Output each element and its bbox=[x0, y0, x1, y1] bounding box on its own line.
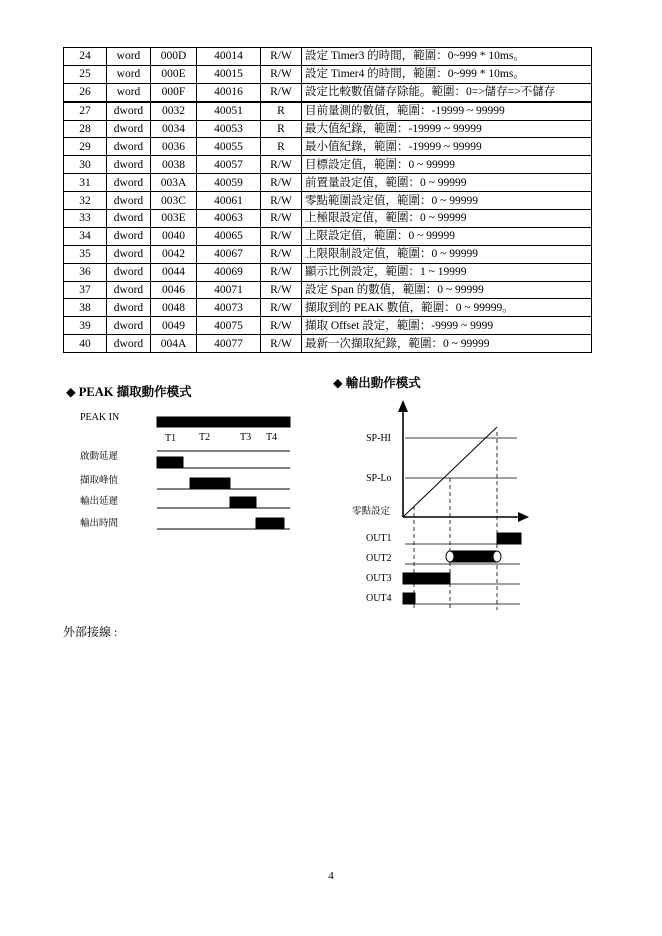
cell-desc: 目前量測的數值，範圍：-19999 ~ 99999 bbox=[302, 102, 592, 120]
output-delay-block bbox=[230, 497, 256, 508]
cell-desc: 前置量設定值，範圍：0 ~ 99999 bbox=[302, 174, 592, 192]
cell-addr: 40015 bbox=[197, 65, 261, 83]
cell-rw: R/W bbox=[261, 263, 302, 281]
cell-hex: 0044 bbox=[151, 263, 197, 281]
out3-label: OUT3 bbox=[366, 573, 392, 584]
cell-no: 36 bbox=[64, 263, 107, 281]
cell-hex: 0046 bbox=[151, 281, 197, 299]
cell-addr: 40055 bbox=[197, 138, 261, 156]
peak-in-label: PEAK IN bbox=[80, 412, 120, 423]
timer-label-t4: T4 bbox=[266, 432, 278, 443]
cell-no: 26 bbox=[64, 83, 107, 101]
peak-capture-block bbox=[190, 478, 230, 489]
cell-type: dword bbox=[107, 192, 151, 210]
timer-label-t3: T3 bbox=[240, 432, 252, 443]
cell-type: dword bbox=[107, 317, 151, 335]
cell-rw: R bbox=[261, 138, 302, 156]
cell-hex: 0040 bbox=[151, 227, 197, 245]
out3-block bbox=[403, 573, 450, 584]
ramp-line bbox=[403, 427, 497, 517]
cell-desc: 零點範圍設定值，範圍：0 ~ 99999 bbox=[302, 192, 592, 210]
cell-type: dword bbox=[107, 263, 151, 281]
cell-rw: R bbox=[261, 102, 302, 120]
cell-desc: 設定 Timer3 的時間，範圍：0~999 * 10ms。 bbox=[302, 48, 592, 66]
cell-hex: 000F bbox=[151, 83, 197, 101]
timer-label-t2: T2 bbox=[199, 432, 211, 443]
peak-in-pulse bbox=[157, 417, 290, 427]
cell-hex: 004A bbox=[151, 335, 197, 353]
cell-rw: R/W bbox=[261, 156, 302, 174]
peak-timing-diagram bbox=[157, 417, 290, 529]
out1-block bbox=[497, 533, 521, 544]
cell-type: dword bbox=[107, 138, 151, 156]
cell-rw: R/W bbox=[261, 174, 302, 192]
cell-desc: 擷取到的 PEAK 數值，範圍：0 ~ 99999。 bbox=[302, 299, 592, 317]
zero-setting-label: 零點設定 bbox=[352, 507, 391, 517]
output-section-title: ◆ 輸出動作模式 bbox=[333, 376, 421, 390]
cell-rw: R/W bbox=[261, 317, 302, 335]
cell-type: dword bbox=[107, 227, 151, 245]
cell-desc: 目標設定值，範圍：0 ~ 99999 bbox=[302, 156, 592, 174]
cell-no: 37 bbox=[64, 281, 107, 299]
cell-addr: 40065 bbox=[197, 227, 261, 245]
cell-addr: 40061 bbox=[197, 192, 261, 210]
cell-hex: 0032 bbox=[151, 102, 197, 120]
cell-desc: 最小值紀錄，範圍：-19999 ~ 99999 bbox=[302, 138, 592, 156]
cell-type: word bbox=[107, 48, 151, 66]
cell-no: 27 bbox=[64, 102, 107, 120]
cell-desc: 擷取 Offset 設定，範圍：-9999 ~ 9999 bbox=[302, 317, 592, 335]
cell-type: dword bbox=[107, 102, 151, 120]
output-time-block bbox=[256, 518, 284, 529]
cell-rw: R/W bbox=[261, 48, 302, 66]
cell-rw: R/W bbox=[261, 281, 302, 299]
cell-desc: 設定 Span 的數值，範圍：0 ~ 99999 bbox=[302, 281, 592, 299]
y-axis-arrow bbox=[398, 400, 408, 412]
out2-end-marker bbox=[493, 551, 501, 562]
out1-label: OUT1 bbox=[366, 533, 392, 544]
cell-no: 34 bbox=[64, 227, 107, 245]
cell-hex: 0048 bbox=[151, 299, 197, 317]
output-action-diagram bbox=[398, 400, 529, 610]
cell-desc: 上限設定值，範圍：0 ~ 99999 bbox=[302, 227, 592, 245]
cell-no: 38 bbox=[64, 299, 107, 317]
cell-rw: R bbox=[261, 120, 302, 138]
cell-addr: 40067 bbox=[197, 245, 261, 263]
out4-block bbox=[403, 593, 415, 604]
cell-type: word bbox=[107, 65, 151, 83]
cell-hex: 0034 bbox=[151, 120, 197, 138]
cell-hex: 0036 bbox=[151, 138, 197, 156]
cell-hex: 0049 bbox=[151, 317, 197, 335]
cell-addr: 40053 bbox=[197, 120, 261, 138]
cell-desc: 最新一次擷取紀錄，範圍：0 ~ 99999 bbox=[302, 335, 592, 353]
cell-addr: 40051 bbox=[197, 102, 261, 120]
cell-hex: 003E bbox=[151, 210, 197, 228]
wiring-label: 外部接線 : bbox=[63, 625, 118, 639]
cell-addr: 40016 bbox=[197, 83, 261, 101]
cell-hex: 0038 bbox=[151, 156, 197, 174]
cell-desc: 上極限設定值，範圍：0 ~ 99999 bbox=[302, 210, 592, 228]
x-axis-arrow bbox=[518, 512, 529, 522]
cell-addr: 40077 bbox=[197, 335, 261, 353]
cell-desc: 設定 Timer4 的時間，範圍：0~999 * 10ms。 bbox=[302, 65, 592, 83]
cell-desc: 顯示比例設定，範圍：1 ~ 19999 bbox=[302, 263, 592, 281]
cell-no: 31 bbox=[64, 174, 107, 192]
cell-hex: 003A bbox=[151, 174, 197, 192]
out4-label: OUT4 bbox=[366, 593, 392, 604]
cell-no: 39 bbox=[64, 317, 107, 335]
sp-hi-label: SP-HI bbox=[366, 433, 392, 444]
cell-addr: 40069 bbox=[197, 263, 261, 281]
cell-no: 35 bbox=[64, 245, 107, 263]
timer-label-t1: T1 bbox=[165, 433, 177, 444]
output-time-label: 輸出時間 bbox=[80, 519, 119, 529]
cell-addr: 40014 bbox=[197, 48, 261, 66]
cell-no: 30 bbox=[64, 156, 107, 174]
out2-start-marker bbox=[446, 551, 454, 562]
cell-addr: 40075 bbox=[197, 317, 261, 335]
cell-hex: 000D bbox=[151, 48, 197, 66]
cell-no: 29 bbox=[64, 138, 107, 156]
page-number: 4 bbox=[328, 870, 334, 882]
cell-hex: 003C bbox=[151, 192, 197, 210]
cell-type: word bbox=[107, 83, 151, 101]
cell-addr: 40059 bbox=[197, 174, 261, 192]
cell-type: dword bbox=[107, 335, 151, 353]
cell-type: dword bbox=[107, 281, 151, 299]
start-delay-label: 啟動延遲 bbox=[80, 452, 119, 462]
cell-desc: 設定比較數值儲存除能。範圍：0=>儲存=>不儲存 bbox=[302, 83, 592, 101]
cell-rw: R/W bbox=[261, 210, 302, 228]
output-delay-label: 輸出延遲 bbox=[80, 497, 119, 507]
cell-desc: 最大值紀錄，範圍：-19999 ~ 99999 bbox=[302, 120, 592, 138]
cell-no: 25 bbox=[64, 65, 107, 83]
out2-block bbox=[450, 551, 497, 562]
out2-label: OUT2 bbox=[366, 553, 392, 564]
cell-type: dword bbox=[107, 120, 151, 138]
cell-rw: R/W bbox=[261, 227, 302, 245]
cell-rw: R/W bbox=[261, 83, 302, 101]
peak-section-title: ◆ PEAK 擷取動作模式 bbox=[66, 385, 192, 399]
peak-capture-label: 擷取峰值 bbox=[80, 476, 119, 486]
cell-type: dword bbox=[107, 299, 151, 317]
cell-type: dword bbox=[107, 210, 151, 228]
cell-no: 33 bbox=[64, 210, 107, 228]
cell-rw: R/W bbox=[261, 65, 302, 83]
cell-addr: 40057 bbox=[197, 156, 261, 174]
cell-addr: 40063 bbox=[197, 210, 261, 228]
cell-type: dword bbox=[107, 174, 151, 192]
cell-no: 28 bbox=[64, 120, 107, 138]
sp-lo-label: SP-Lo bbox=[366, 473, 392, 484]
cell-rw: R/W bbox=[261, 245, 302, 263]
cell-hex: 0042 bbox=[151, 245, 197, 263]
cell-rw: R/W bbox=[261, 335, 302, 353]
cell-addr: 40073 bbox=[197, 299, 261, 317]
cell-type: dword bbox=[107, 245, 151, 263]
cell-no: 40 bbox=[64, 335, 107, 353]
cell-rw: R/W bbox=[261, 192, 302, 210]
start-delay-block bbox=[157, 457, 183, 468]
cell-hex: 000E bbox=[151, 65, 197, 83]
cell-no: 32 bbox=[64, 192, 107, 210]
cell-no: 24 bbox=[64, 48, 107, 66]
cell-type: dword bbox=[107, 156, 151, 174]
cell-addr: 40071 bbox=[197, 281, 261, 299]
cell-desc: 上限限制設定值，範圍：0 ~ 99999 bbox=[302, 245, 592, 263]
cell-rw: R/W bbox=[261, 299, 302, 317]
